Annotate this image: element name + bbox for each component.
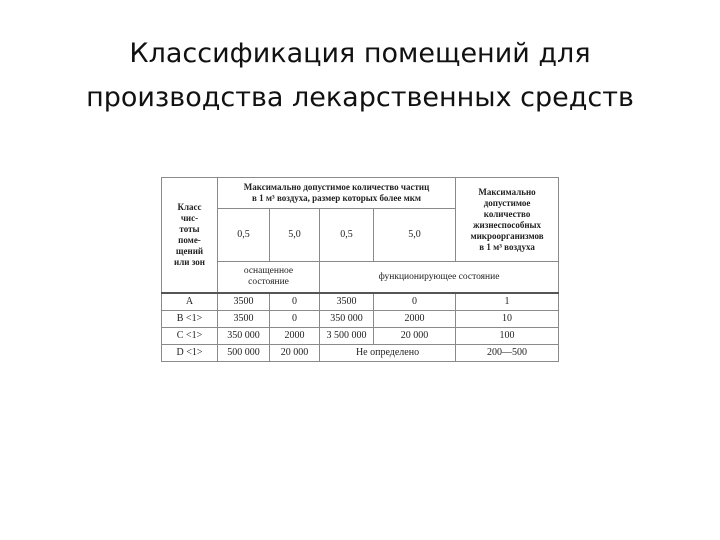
value-cell: 3500 xyxy=(218,293,270,311)
header-class-text: Класс xyxy=(177,202,202,212)
state-equipped-text: оснащенное xyxy=(243,266,294,276)
title-line-1: Классификация помещений для xyxy=(129,38,591,69)
class-cell: D <1> xyxy=(162,345,218,362)
value-cell: 0 xyxy=(374,293,456,311)
size-cell: 5,0 xyxy=(374,209,456,262)
slide-title xyxy=(40,32,680,120)
state-equipped-cell xyxy=(218,262,320,294)
value-cell: 350 000 xyxy=(218,328,270,345)
state-operating-cell: функционирующее состояние xyxy=(320,262,559,294)
header-class-text: тоты xyxy=(179,224,200,234)
value-cell: 20 000 xyxy=(270,345,320,362)
value-cell: 0 xyxy=(270,311,320,328)
size-cell: 0,5 xyxy=(218,209,270,262)
table-row xyxy=(162,345,559,362)
undefined-cell: Не определено xyxy=(320,345,456,362)
value-cell: 1 xyxy=(456,293,559,311)
value-cell: 3500 xyxy=(218,311,270,328)
value-cell: 2000 xyxy=(270,328,320,345)
value-cell: 500 000 xyxy=(218,345,270,362)
header-class-text: щений xyxy=(175,246,204,256)
value-cell: 100 xyxy=(456,328,559,345)
header-micro-text: допустимое xyxy=(483,197,531,208)
header-class-text: чис- xyxy=(180,213,199,223)
value-cell: 3 500 000 xyxy=(320,328,374,345)
table-row xyxy=(162,293,559,311)
header-micro-text: Максимально xyxy=(478,186,536,197)
value-cell: 3500 xyxy=(320,293,374,311)
header-micro-text: в 1 м³ воздуха xyxy=(479,241,535,252)
value-cell: 10 xyxy=(456,311,559,328)
value-cell: 2000 xyxy=(374,311,456,328)
header-class-text: или зон xyxy=(174,257,205,267)
header-particles-cell xyxy=(218,178,456,209)
header-class-cell xyxy=(162,178,218,294)
title-line-2: производства лекарственных средств xyxy=(86,82,634,113)
header-particles-text: в 1 м³ воздуха, размер которых более мкм xyxy=(252,193,422,203)
header-micro-text: микроорганизмов xyxy=(470,230,544,241)
value-cell: 0 xyxy=(270,293,320,311)
table-row xyxy=(162,311,559,328)
value-cell: 20 000 xyxy=(374,328,456,345)
header-micro-cell xyxy=(456,178,559,262)
size-cell: 5,0 xyxy=(270,209,320,262)
value-cell: 200—500 xyxy=(456,345,559,362)
table-row xyxy=(162,328,559,345)
size-cell: 0,5 xyxy=(320,209,374,262)
class-cell: C <1> xyxy=(162,328,218,345)
classification-table xyxy=(161,177,559,362)
header-class-text: поме- xyxy=(178,235,201,245)
header-micro-text: жизнеспособных xyxy=(473,219,542,230)
classification-table-image xyxy=(161,177,558,362)
class-cell: A xyxy=(162,293,218,311)
class-cell: B <1> xyxy=(162,311,218,328)
state-equipped-text: состояние xyxy=(248,277,289,287)
header-micro-text: количество xyxy=(483,208,531,219)
value-cell: 350 000 xyxy=(320,311,374,328)
header-particles-text: Максимально допустимое количество частиц xyxy=(243,182,430,192)
